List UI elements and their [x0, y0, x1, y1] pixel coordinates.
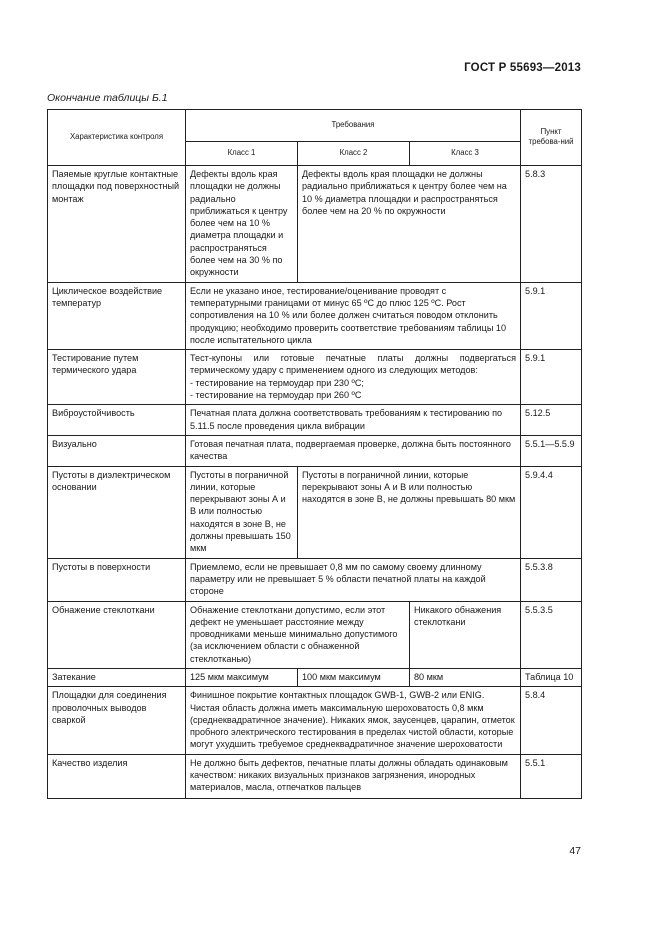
class1-cell: Дефекты вдоль края площадки не должны радиально приближаться к центру более чем на 10 % диаметра площадки и распространяться более чем на 30 % по окружности: [186, 166, 298, 283]
table-caption: Окончание таблицы Б.1: [47, 92, 168, 104]
requirement-line: - тестирование на термоудар при 230 ºС;: [190, 377, 364, 388]
clause-cell: 5.12.5: [521, 405, 582, 436]
class2-cell: 100 мкм максимум: [298, 668, 410, 686]
characteristic-cell: Пустоты в поверхности: [48, 558, 186, 601]
col-header-clause: Пункт требова-ний: [521, 110, 582, 166]
table-row: [48, 405, 582, 436]
characteristic-cell: Затекание: [48, 668, 186, 686]
class12-cell: Обнажение стеклоткани допустимо, если этот дефект не уменьшает расстояние между проводниками меньше минимально допустимого (за исключением области с обнаженной стеклотканью): [186, 601, 410, 668]
table-row: [48, 601, 582, 668]
table-row: [48, 687, 582, 754]
col-header-class3: Класс 3: [410, 142, 521, 166]
class3-cell: Никакого обнажения стеклоткани: [410, 601, 521, 668]
class23-cell: Пустоты в пограничной линии, которые перекрывают зоны А и В или полностью находятся в зоне В, не должны превышать 80 мкм: [298, 466, 521, 558]
requirement-cell: Финишное покрытие контактных площадок GWB-1, GWB-2 или ENIG. Чистая область должна иметь максимальную шероховатость 0,8 мкм (среднеквадратичное значение). Никаких ямок, заусенцев, царапин, отметок пробного электрического тестирования в пределах чистой области, которые могут ухудшить требуемое среднеквадратичное значение шероховатости: [186, 687, 521, 754]
class3-cell: 80 мкм: [410, 668, 521, 686]
class23-cell: Дефекты вдоль края площадки не должны радиально приближаться к центру более чем на 10 % диаметра площадки и распространяться более чем на 20 % по окружности: [298, 166, 521, 283]
requirement-line: - тестирование на термоудар при 260 ºС: [190, 390, 362, 401]
table-row: [48, 466, 582, 558]
characteristic-cell: Пустоты в диэлектрическом основании: [48, 466, 186, 558]
clause-cell: 5.5.3.8: [521, 558, 582, 601]
table-row: [48, 754, 582, 798]
clause-cell: 5.5.1: [521, 754, 582, 798]
col-header-class2: Класс 2: [298, 142, 410, 166]
page-number: 47: [569, 845, 581, 857]
requirements-table: [47, 109, 582, 799]
class1-cell: 125 мкм максимум: [186, 668, 298, 686]
requirement-cell: Не должно быть дефектов, печатные платы должны обладать одинаковым качеством: никаких визуальных признаков загрязнения, инородных материалов, масла, отпечатков пальцев: [186, 754, 521, 798]
characteristic-cell: Тестирование путем термического удара: [48, 350, 186, 405]
clause-cell: 5.9.1: [521, 350, 582, 405]
characteristic-cell: Паяемые круглые контактные площадки под поверхностный монтаж: [48, 166, 186, 283]
table-row: [48, 350, 582, 405]
characteristic-cell: Площадки для соединения проволочных выводов сваркой: [48, 687, 186, 754]
characteristic-cell: Обнажение стеклоткани: [48, 601, 186, 668]
col-header-characteristic: Характеристика контроля: [48, 110, 186, 166]
requirement-cell: Если не указано иное, тестирование/оценивание проводят с температурными границами от минус 65 ºС до плюс 125 ºС. Рост сопротивления на 10 % или более должен считаться поводом отклонить продукцию; необходимо проверить соответствие требованиям таблицы 10 после испытательного цикла: [186, 282, 521, 349]
requirement-line: Тест-купоны или готовые печатные платы должны подвергаться термическому удару с применением одного из следующих методов:: [190, 353, 517, 376]
table-row: [48, 282, 582, 349]
clause-cell: 5.5.3.5: [521, 601, 582, 668]
standard-header: ГОСТ Р 55693—2013: [464, 62, 581, 74]
col-header-requirements: Требования: [186, 110, 521, 142]
requirement-cell: [186, 350, 521, 405]
characteristic-cell: Визуально: [48, 435, 186, 466]
characteristic-cell: Качество изделия: [48, 754, 186, 798]
characteristic-cell: Виброустойчивость: [48, 405, 186, 436]
clause-cell: 5.8.3: [521, 166, 582, 283]
class1-cell: Пустоты в пограничной линии, которые перекрывают зоны А и В или полностью находятся в зоне В, не должны превышать 150 мкм: [186, 466, 298, 558]
requirement-cell: Готовая печатная плата, подвергаемая проверке, должна быть постоянного качества: [186, 435, 521, 466]
clause-cell: 5.8.4: [521, 687, 582, 754]
clause-cell: Таблица 10: [521, 668, 582, 686]
col-header-class1: Класс 1: [186, 142, 298, 166]
clause-cell: 5.9.1: [521, 282, 582, 349]
table-row: [48, 558, 582, 601]
table-row: [48, 166, 582, 283]
table-row: [48, 668, 582, 686]
clause-cell: 5.9.4.4: [521, 466, 582, 558]
requirement-cell: Приемлемо, если не превышает 0,8 мм по самому своему длинному параметру или не превышает 5 % области печатной платы на каждой стороне: [186, 558, 521, 601]
characteristic-cell: Циклическое воздействие температур: [48, 282, 186, 349]
requirement-cell: Печатная плата должна соответствовать требованиям к тестированию по 5.11.5 после проведения цикла вибрации: [186, 405, 521, 436]
table-row: [48, 435, 582, 466]
clause-cell: 5.5.1—5.5.9: [521, 435, 582, 466]
